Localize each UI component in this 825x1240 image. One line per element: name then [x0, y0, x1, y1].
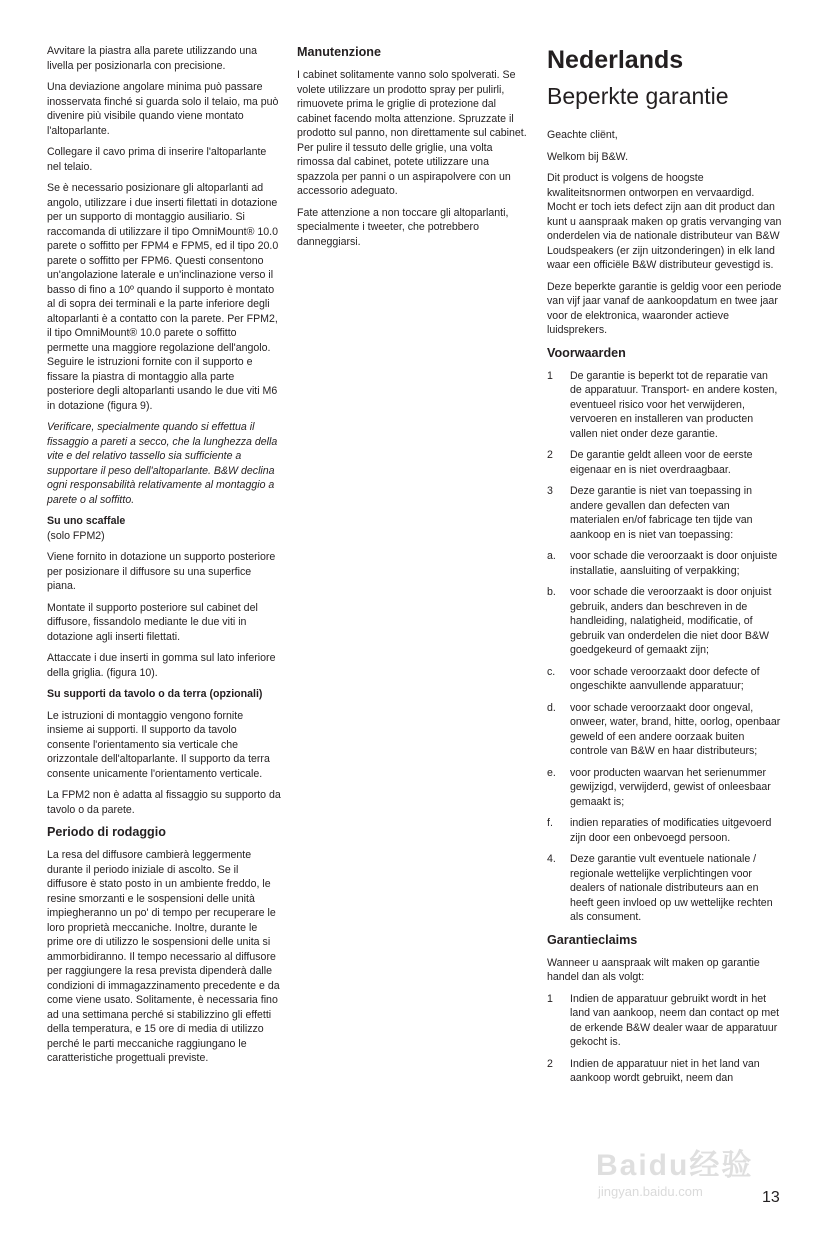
column-italian-installation: [47, 44, 281, 1073]
list-item: [547, 1057, 782, 1086]
paragraph: Welkom bij B&W.: [547, 150, 629, 163]
item-text: voor producten waarvan het serienummer gewijzigd, verwijderd, gewist of onleesbaar gemaakt is;: [570, 766, 771, 808]
paragraph: Una deviazione angolare minima può passare inosservata finché si guarda solo il telaio, ma può divenire più visibile quando viene montato l'altoparlante.: [47, 81, 279, 137]
watermark-url: jingyan.baidu.com: [598, 1184, 703, 1199]
item-number: 1: [547, 992, 553, 1005]
list-item: [547, 549, 782, 578]
item-text: voor schade die veroorzaakt is door onjuist gebruik, anders dan beschreven in de handleiding, nalatigheid, modificatie, of gebruik van onderdelen die niet door B&W goedgekeurd of gemaakt zijn;: [570, 586, 772, 656]
section-title-run-in: Periodo di rodaggio: [47, 825, 166, 839]
item-number: c.: [547, 665, 556, 678]
paragraph: Montate il supporto posteriore sul cabinet del diffusore, fissandolo mediante le due viti in dotazione agli inserti filettati.: [47, 601, 258, 643]
watermark-logo: Baidu经验: [596, 1149, 754, 1182]
section-title-maintenance: Manutenzione: [297, 45, 381, 59]
language-title: Nederlands: [547, 46, 684, 74]
list-item: [547, 448, 782, 477]
paragraph: Se è necessario posizionare gli altoparlanti ad angolo, utilizzare i due inserti filettati in dotazione per un supporto di montaggio ausiliario. Si raccomanda di utilizzare il tipo OmniMount® 10.0 parete o soffitto per FPM4 e FPM5, ed il tipo 20.0 parete o soffitto per FPM6. Questi consentono un'angolazione laterale e un'inclinazione verso il basso di fino a 10º quando il supporto è montato al di sopra dei terminali e la parte inferiore degli altoparlanti è a contatto con la parete. Per FPM2, il tipo OmniMount® 10.0 parete o soffitto permette una maggiore regolazione dell'angolo. Seguire le istruzioni fornite con il supporto e fissare la piastra di montaggio alla parte posteriore degli altoparlanti usando le due viti M6 in dotazione (figura 9).: [47, 182, 279, 412]
paragraph: Dit product is volgens de hoogste kwaliteitsnormen ontworpen en vervaardigd. Mocht er toch iets defect zijn aan dit product dan kunt u aanspraak maken op gratis vervanging van onderdelen via de nationale distributeur van B&W Loudspeakers (er zijn uitzonderingen) in elk land waar een officiële B&W distributeur gevestigd is.: [547, 172, 782, 271]
item-text: Deze garantie is niet van toepassing in andere gevallen dan defecten van materialen en/of fabricage ten tijde van aankoop en is niet van toepassing:: [570, 485, 753, 541]
list-item: [547, 665, 782, 694]
column-italian-maintenance: [297, 44, 531, 256]
paragraph: Geachte cliënt,: [547, 129, 618, 141]
item-text: Indien de apparatuur niet in het land van aankoop wordt gebruikt, neem dan: [570, 1057, 760, 1084]
paragraph: La FPM2 non è adatta al fissaggio su supporto da tavolo o da parete.: [47, 789, 281, 816]
section-title-conditions: Voorwaarden: [547, 345, 626, 360]
paragraph: Avvitare la piastra alla parete utilizzando una livella per posizionarla con precisione.: [47, 45, 258, 72]
section-subtitle-note: (solo FPM2): [47, 529, 105, 542]
conditions-list: [547, 369, 782, 925]
paragraph: Collegare il cavo prima di inserire l'altoparlante nel telaio.: [47, 146, 267, 173]
item-number: 4.: [547, 853, 556, 865]
warning-paragraph: Verificare, specialmente quando si effettua il fissaggio a pareti a secco, che la lunghezza della vite e del relativo tassello sia sufficiente a supportare il peso dell'altoparlante. B&W declina ogni responsabilità relativamente al montaggio a parete o al soffitto.: [47, 421, 278, 506]
item-text: Indien de apparatuur gebruikt wordt in het land van aankoop, neem dan contact op met de erkende B&W dealer waar de apparatuur gekocht is.: [570, 992, 780, 1048]
page-heading: Beperkte garantie: [547, 83, 729, 109]
section-title-claims: Garantieclaims: [547, 932, 638, 947]
item-text: Deze garantie vult eventuele nationale / regionale wettelijke verplichtingen voor dealers of nationale distributeurs aan en heeft geen invloed op uw wettelijke rechten als consument.: [570, 853, 773, 923]
list-item: [547, 852, 782, 925]
column-dutch-warranty: [547, 44, 782, 1093]
item-text: De garantie is beperkt tot de reparatie van de apparatuur. Transport- en andere kosten, eventueel risico voor het verwijderen, vervoeren en installeren van producten vallen niet onder deze garantie.: [570, 369, 778, 440]
paragraph: Fate attenzione a non toccare gli altoparlanti, specialmente i tweeter, che potrebbero danneggiarsi.: [297, 206, 509, 248]
item-number: 3: [547, 485, 553, 497]
item-number: 1: [547, 369, 553, 382]
paragraph: Attaccate i due inserti in gomma sul lato inferiore della griglia. (figura 10).: [47, 652, 276, 679]
paragraph: Viene fornito in dotazione un supporto posteriore per posizionare il diffusore su una superfice piana.: [47, 551, 276, 592]
item-text: indien reparaties of modificaties uitgevoerd zijn door een onbevoegd persoon.: [570, 817, 772, 844]
item-text: voor schade die veroorzaakt is door onjuiste installatie, aansluiting of verpakking;: [570, 550, 778, 577]
paragraph: Wanneer u aanspraak wilt maken op garantie handel dan als volgt:: [547, 956, 760, 983]
item-text: voor schade veroorzaakt door ongeval, onweer, water, brand, hitte, oorlog, openbaar geweld of een andere oorzaak buiten controle van B&W en haar distributeurs;: [570, 701, 781, 757]
item-number: b.: [547, 586, 556, 598]
list-item: [547, 992, 782, 1050]
list-item: [547, 766, 782, 810]
paragraph: I cabinet solitamente vanno solo spolverati. Se volete utilizzare un prodotto spray per pulirli, rimuovete prima le griglie di protezione dal cabinet facendo molta attenzione. Spruzzate il prodotto sul panno, non direttamente sul cabinet. Per pulire il tessuto delle griglie, una volta rimossa dal cabinet, potete utilizzare una spazzola per panni o un aspirapolvere con un accessorio adeguato.: [297, 69, 527, 197]
paragraph: Le istruzioni di montaggio vengono fornite insieme ai supporti. Il supporto da tavolo consente l'orientamento sia verticale che orizzontale dell'altoparlante. Il supporto da terra consente unicamente l'orientamento verticale.: [47, 709, 270, 780]
item-text: De garantie geldt alleen voor de eerste eigenaar en is niet overdraagbaar.: [570, 449, 753, 476]
item-text: voor schade veroorzaakt door defecte of ongeschikte aanvullende apparatuur;: [570, 665, 760, 692]
list-item: [547, 585, 782, 658]
item-number: 2: [547, 1057, 553, 1070]
list-item: [547, 701, 782, 759]
item-number: 2: [547, 449, 553, 461]
list-item: [547, 369, 782, 442]
claims-list: [547, 992, 782, 1086]
list-item: [547, 816, 782, 845]
item-number: e.: [547, 766, 556, 779]
list-item: [547, 484, 782, 542]
item-number: d.: [547, 701, 556, 714]
item-number: f.: [547, 817, 553, 829]
page-number: 13: [762, 1189, 780, 1206]
section-subtitle-shelf: Su uno scaffale: [47, 515, 126, 527]
item-number: a.: [547, 550, 556, 562]
section-subtitle-stands: Su supporti da tavolo o da terra (opzionali): [47, 688, 263, 700]
paragraph: Deze beperkte garantie is geldig voor een periode van vijf jaar vanaf de aankoopdatum en twee jaar voor de elektronica, waaronder actieve luidsprekers.: [547, 280, 782, 336]
paragraph: La resa del diffusore cambierà leggermente durante il periodo iniziale di ascolto. Se il diffusore è stato posto in un ambiente freddo, le resine smorzanti e le sospensioni delle unità impiegheranno un po' di tempo per recuperare le loro proprietà meccaniche. Inoltre, durante le prime ore di utilizzo le sospensioni delle unita si ammorbidiranno. Il tempo necessario al diffusore per raggiungere la resa prevista dipenderà dalle condizioni di immagazzinamento precedente e da come viene usato. Solitamente, è necessaria fino ad una settimana perché si stabilizzino gli effetti della temperatura, e 15 ore di media di utilizzo perché le parti meccaniche raggiungano le caratteristiche progettuali previste.: [47, 849, 280, 1064]
